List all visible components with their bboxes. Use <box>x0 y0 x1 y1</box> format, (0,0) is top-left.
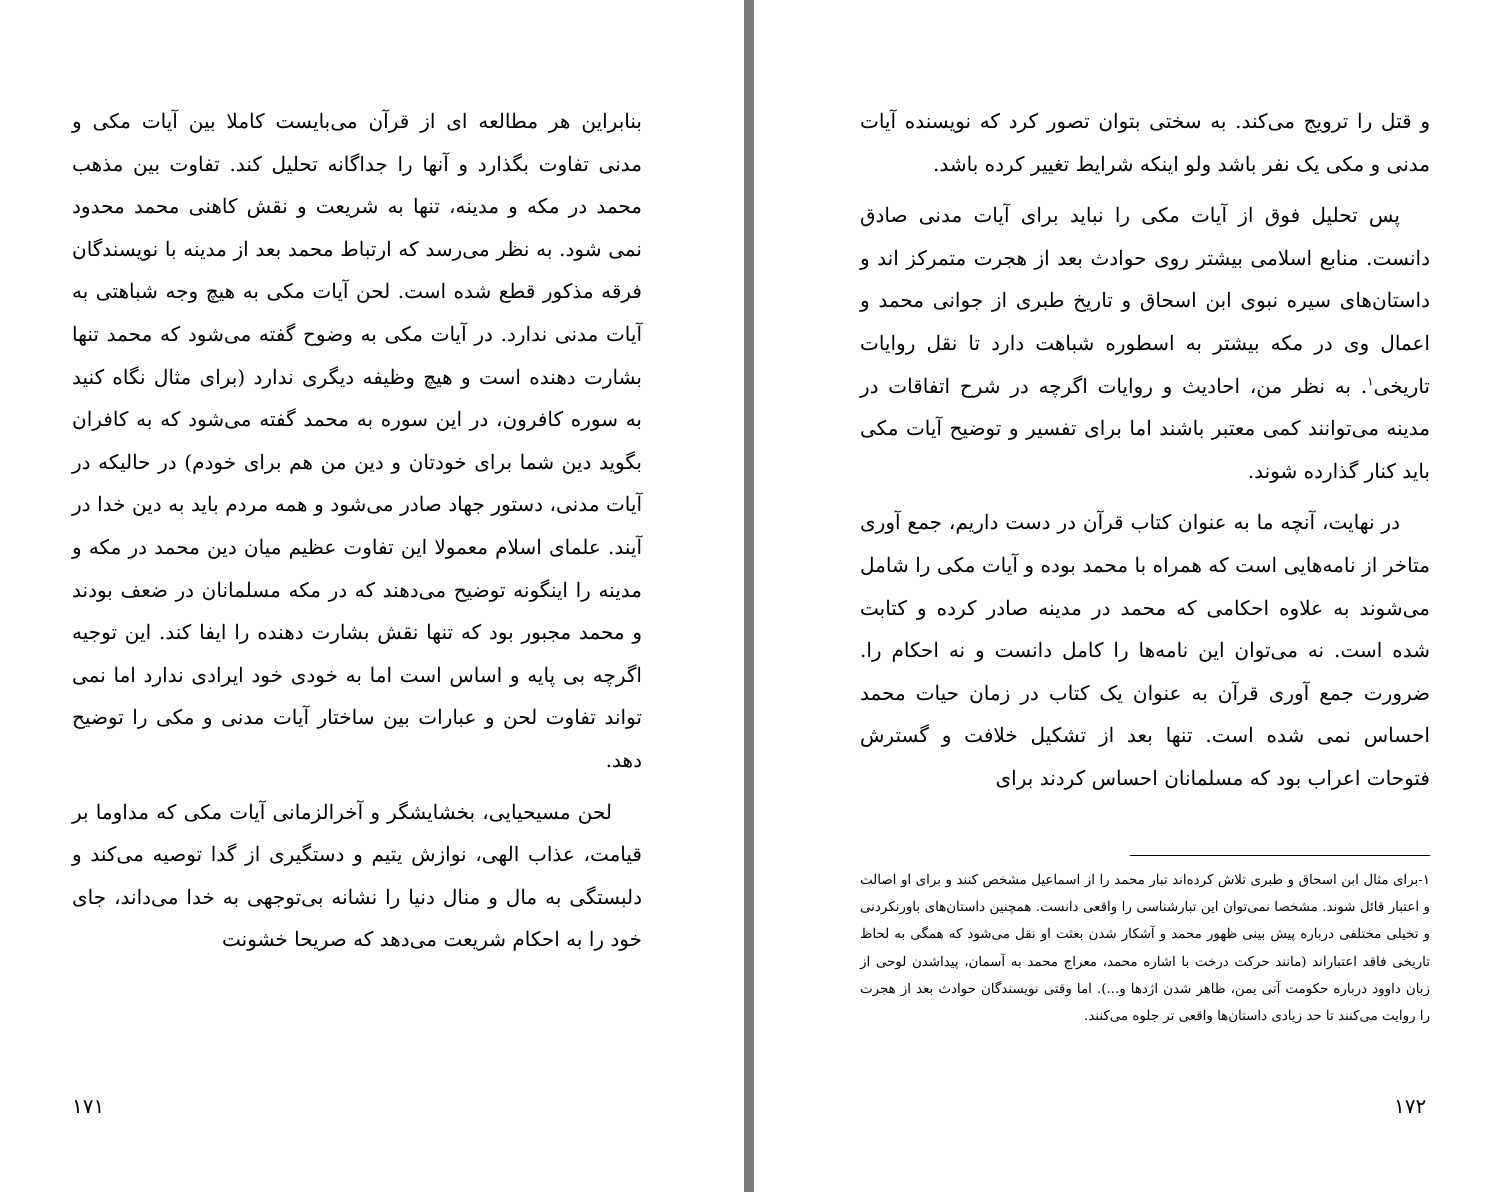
page-172-paragraph-2-end: مدینه می‌توانند کمی معتبر باشند اما برای تفسیر و توضیح آیات مکی باید کنار گذارده شوند. <box>860 416 1430 483</box>
page-171-body <box>72 100 642 970</box>
footnote-marker[interactable]: ۱ <box>1367 373 1374 388</box>
page-number-172: ۱۷۲ <box>1394 1094 1427 1118</box>
book-gutter <box>744 0 754 1192</box>
footnote-text: ۱-برای مثال ابن اسحاق و طبری تلاش کرده‌اند تبار محمد را از اسماعیل مشخص کنند و برای او اصالت و اعتبار قائل شوند. مشخصا نمی‌توان این تبارشناسی را واقعی دانست. همچنین داستان‌های باورنکردنی و تخیلی مختلفی درباره پیش بینی ظهور محمد و آشکار شدن بعثت او نقل می‌شود که همگی به لحاظ تاریخی فاقد اعتباراند (مانند حرکت درخت با اشاره محمد، معراج محمد به آسمان، پیداشدن لوحی از زبان داوود درباره حکومت آتی یمن، ظاهر شدن اژدها و...). اما وقتی نویسندگان حوادث بعد از هجرت را روایت می‌کنند تا حد زیادی داستان‌ها واقعی تر جلوه می‌کنند. <box>860 873 1430 1025</box>
page-172-body <box>860 100 1430 809</box>
page-172-paragraph-2-text: پس تحلیل فوق از آیات مکی را نباید برای آیات مدنی صادق دانست. منابع اسلامی بیشتر روی حوادث بعد از هجرت متمرکز اند و داستان‌های سیره نبوی ابن اسحاق و تاریخ طبری از جوانی محمد و اعمال وی در مکه بیشتر به اسطوره شباهت دارد تا نقل روایات تاریخی <box>860 203 1430 398</box>
page-172 <box>754 0 1498 1192</box>
page-172-paragraph-2-continued: . به نظر من، احادیث و روایات اگرچه در شرح اتفاقات در <box>860 373 1368 398</box>
page-172-paragraph-3: در نهایت، آنچه ما به عنوان کتاب قرآن در دست داریم، جمع آوری متاخر از نامه‌هایی است که همراه با محمد بوده و آیات مکی را شامل می‌شوند به علاوه احکامی که محمد در مدینه صادر کرده و کتابت شده است. نه می‌توان این نامه‌ها را کامل دانست و نه احکام را. ضرورت جمع آوری قرآن به عنوان یک کتاب در زمان حیات محمد احساس نمی شده است. تنها بعد از تشکیل خلافت و گسترش فتوحات اعراب بود که مسلمانان احساس کردند برای <box>860 510 1430 790</box>
page-172-paragraph-1: و قتل را ترویج می‌کند. به سختی بتوان تصور کرد که نویسنده آیات مدنی و مکی یک نفر باشد ولو اینکه شرایط تغییر کرده باشد. <box>860 109 1430 176</box>
page-172-paragraph-2 <box>860 194 1430 492</box>
page-171-paragraph-2: لحن مسیحیایی، بخشایشگر و آخرالزمانی آیات مکی که مداوما بر قیامت، عذاب الهی، نوازش یتیم و دستگیری از گدا توصیه می‌کند و دلبستگی به مال و منال دنیا را نشانه بی‌توجهی به خدا می‌داند، جای خود را به احکام شریعت می‌دهد که صریحا خشونت <box>72 799 642 952</box>
footnote-divider <box>1130 855 1430 856</box>
page-171 <box>0 0 744 1192</box>
page-171-paragraph-1: بنابراین هر مطالعه ای از قرآن می‌بایست کاملا بین آیات مکی و مدنی تفاوت بگذارد و آنها را جداگانه تحلیل کند. تفاوت بین مذهب محمد در مکه و مدینه، تنها به شریعت و نقش کاهنی محمد محدود نمی شود. به نظر می‌رسد که ارتباط محمد بعد از مدینه با نویسندگان فرقه مذکور قطع شده است. لحن آیات مکی به هیچ وجه شباهتی به آیات مدنی ندارد. در آیات مکی به وضوح گفته می‌شود که محمد تنها بشارت دهنده است و هیچ وظیفه دیگری ندارد (برای مثال نگاه کنید به سوره کافرون، در این سوره به محمد گفته می‌شود که به کافران بگوید دین شما برای خودتان و دین من هم برای خودم) در حالیکه در آیات مدنی، دستور جهاد صادر می‌شود و همه مردم باید به دین خدا در آیند. علمای اسلام معمولا این تفاوت عظیم میان دین محمد در مکه و مدینه را اینگونه توضیح می‌دهند که در مکه مسلمانان در ضعف بودند و محمد مجبور بود که تنها نقش بشارت دهنده را ایفا کند. این توجیه اگرچه بی پایه و اساس است اما به خودی خود ایرادی ندارد اما نمی تواند تفاوت لحن و عبارات بین ساختار آیات مدنی و مکی را توضیح دهد. <box>72 109 643 772</box>
page-number-171: ۱۷۱ <box>72 1094 105 1118</box>
